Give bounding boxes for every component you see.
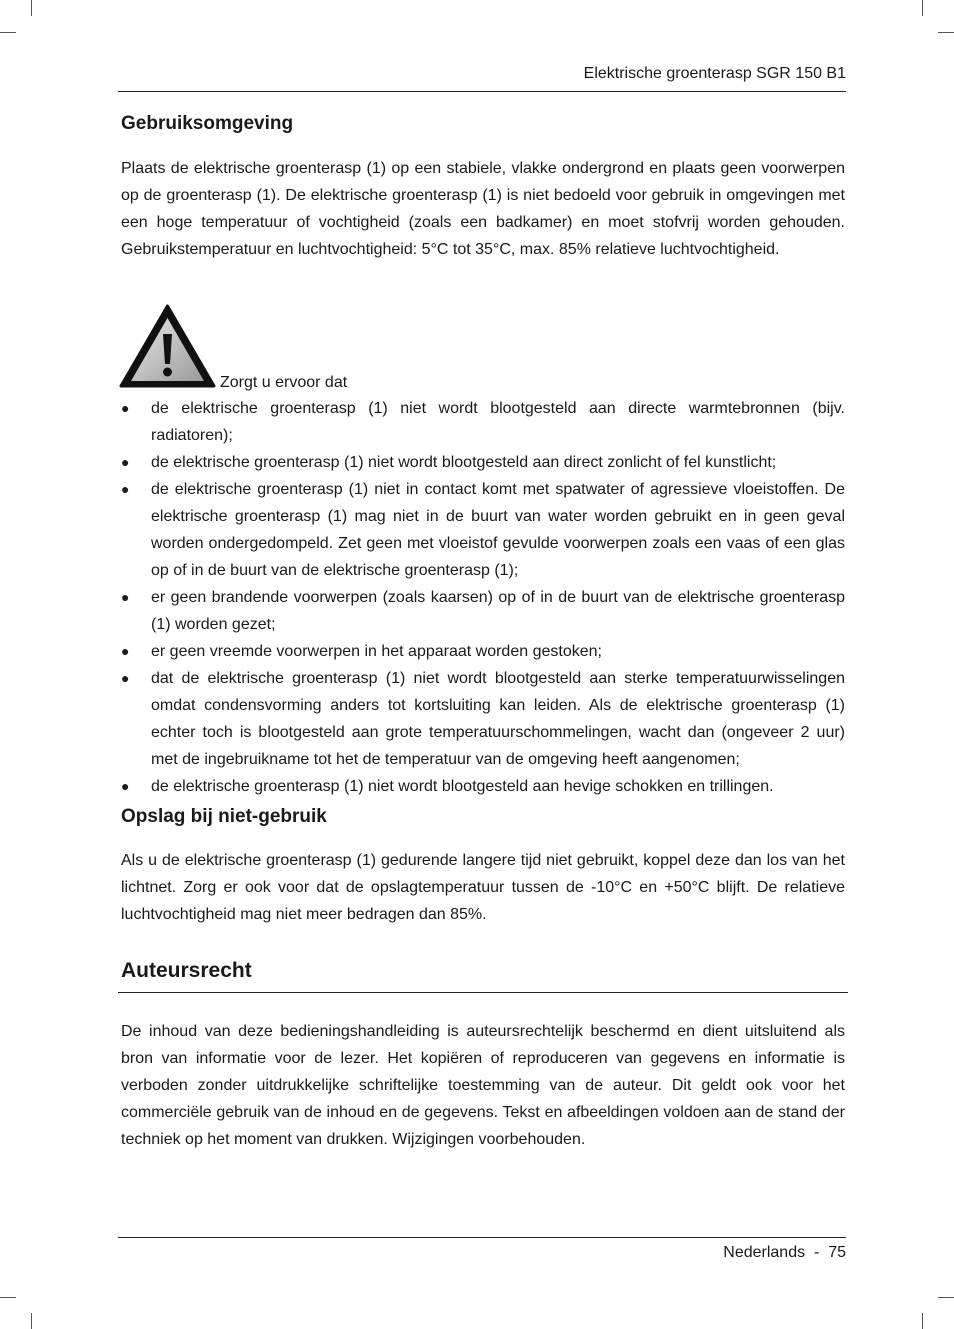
bullet-icon: ● (121, 643, 130, 659)
crop-mark (922, 0, 923, 16)
header-title: Elektrische groenterasp SGR 150 B1 (583, 65, 846, 82)
crop-mark (938, 32, 954, 33)
crop-mark (31, 0, 32, 16)
footer-text: Nederlands - 75 (723, 1244, 846, 1261)
running-header (118, 62, 846, 92)
list-item: ● dat de elektrische groenterasp (1) niet wordt blootgesteld aan sterke temperatuurwisselingen omdat condensvorming anders tot kortsluiting kan leiden. Als de elektrische groenterasp (1) echter toch is blootgesteld aan grote temperatuurschommelingen, wacht dan (ongeveer 2 uur) met de ingebruikname tot het de temperatuur van de omgeving heeft aangenomen; (121, 665, 845, 773)
list-item: ● de elektrische groenterasp (1) niet in contact komt met spatwater of agressieve vloeistoffen. De elektrische groenterasp (1) mag niet in de buurt van water worden gebruikt en in geen geval worden ondergedompeld. Zet geen met vloeistof gevulde voorwerpen zoals een vaas of een glas op of in de buurt van de elektrische groenterasp (1); (121, 476, 845, 584)
crop-mark (31, 1313, 32, 1329)
usage-environment-paragraph: Plaats de elektrische groenterasp (1) op een stabiele, vlakke ondergrond en plaats geen voorwerpen op de groenterasp (1). De elektrische groenterasp (1) is niet bedoeld voor gebruik in omgevingen met een hoge temperatuur of vochtigheid (zoals een badkamer) en moet stofvrij worden gehouden. Gebruikstemperatuur en luchtvochtigheid: 5°C tot 35°C, max. 85% relatieve luchtvochtigheid. (121, 160, 845, 258)
bullet-icon: ● (121, 400, 130, 416)
list-item: ● de elektrische groenterasp (1) niet wordt blootgesteld aan directe warmtebronnen (bijv. radiatoren); (121, 395, 845, 449)
section-heading-usage-environment: Gebruiksomgeving (121, 113, 294, 134)
list-item: ● de elektrische groenterasp (1) niet wordt blootgesteld aan direct zonlicht of fel kunstlicht; (121, 449, 845, 476)
bullet-icon: ● (121, 670, 130, 686)
bullet-icon: ● (121, 778, 130, 794)
warning-label: Zorgt u ervoor dat (220, 374, 348, 391)
page-footer (118, 1237, 846, 1262)
storage-paragraph: Als u de elektrische groenterasp (1) gedurende langere tijd niet gebruikt, koppel deze dan los van het lichtnet. Zorg er ook voor dat de opslagtemperatuur tussen de -10°C en +50°C blijft. De relatieve luchtvochtigheid mag niet meer bedragen dan 85%. (121, 852, 845, 923)
section-heading-storage: Opslag bij niet-gebruik (121, 806, 327, 827)
list-item: ● er geen brandende voorwerpen (zoals kaarsen) op of in de buurt van de elektrische groenterasp (1) worden gezet; (121, 584, 845, 638)
copyright-paragraph: De inhoud van deze bedieningshandleiding is auteursrechtelijk beschermd en dient uitsluitend als bron van informatie voor de lezer. Het kopiëren of reproduceren van gegevens en informatie is verboden zonder uitdrukkelijke schriftelijke toestemming van de auteur. Dit geldt ook voor het commerciële gebruik van de inhoud en de gegevens. Tekst en afbeeldingen voldoen aan de stand der techniek op het moment van drukken. Wijzigingen voorbehouden. (121, 1023, 845, 1148)
crop-mark (922, 1313, 923, 1329)
crop-mark (0, 32, 16, 33)
list-item: ● de elektrische groenterasp (1) niet wordt blootgesteld aan hevige schokken en trillingen. (121, 773, 845, 800)
section-heading-copyright: Auteursrecht (121, 959, 252, 982)
warning-triangle-icon (119, 304, 216, 388)
heading-divider (118, 992, 848, 993)
bullet-icon: ● (121, 454, 130, 470)
bullet-icon: ● (121, 481, 130, 497)
bullet-icon: ● (121, 589, 130, 605)
crop-mark (938, 1297, 954, 1298)
warning-list (121, 395, 845, 800)
list-item: ● er geen vreemde voorwerpen in het apparaat worden gestoken; (121, 638, 845, 665)
crop-mark (0, 1297, 16, 1298)
